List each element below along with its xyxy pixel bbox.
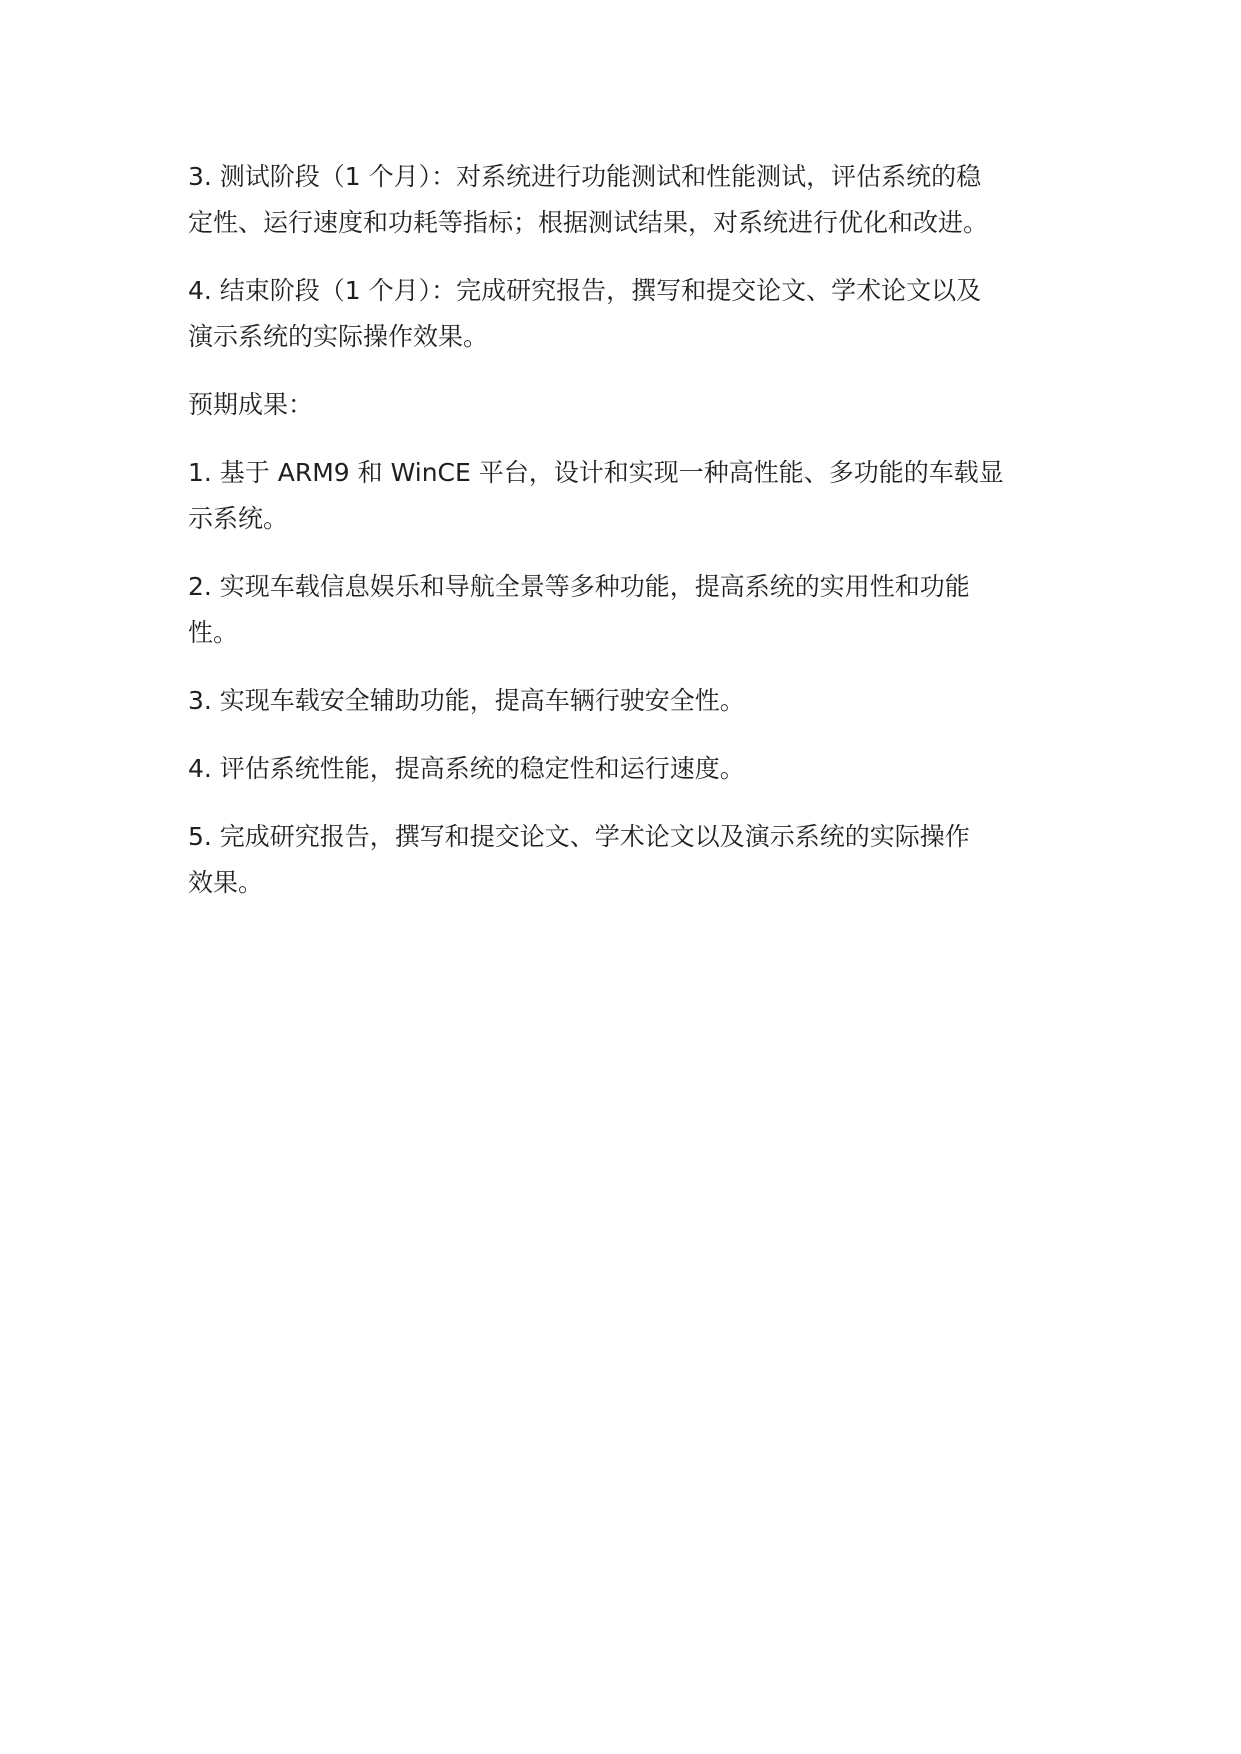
- paragraph-line: 性。: [188, 618, 239, 647]
- paragraph-line: 3. 实现车载安全辅助功能，提高车辆行驶安全性。: [188, 686, 745, 715]
- result-item-5: [188, 814, 1068, 906]
- paragraph-line: 效果。: [188, 868, 264, 897]
- result-item-1: [188, 450, 1068, 542]
- document-body: [188, 154, 1068, 928]
- result-item-2: [188, 564, 1068, 656]
- result-item-3: [188, 678, 1068, 724]
- section-heading-expected-results: [188, 382, 1068, 428]
- paragraph-test-phase: [188, 154, 1068, 246]
- paragraph-line: 示系统。: [188, 504, 289, 533]
- paragraph-line: 5. 完成研究报告，撰写和提交论文、学术论文以及演示系统的实际操作: [188, 822, 970, 851]
- paragraph-line: 1. 基于 ARM9 和 WinCE 平台，设计和实现一种高性能、多功能的车载显: [188, 458, 1004, 487]
- paragraph-line: 演示系统的实际操作效果。: [188, 322, 489, 351]
- result-item-4: [188, 746, 1068, 792]
- paragraph-line: 预期成果：: [188, 390, 314, 419]
- paragraph-line: 4. 评估系统性能，提高系统的稳定性和运行速度。: [188, 754, 745, 783]
- paragraph-end-phase: [188, 268, 1068, 360]
- paragraph-line: 4. 结束阶段（1 个月）：完成研究报告，撰写和提交论文、学术论文以及: [188, 276, 982, 305]
- paragraph-line: 2. 实现车载信息娱乐和导航全景等多种功能，提高系统的实用性和功能: [188, 572, 970, 601]
- paragraph-line: 3. 测试阶段（1 个月）：对系统进行功能测试和性能测试，评估系统的稳: [188, 162, 982, 191]
- paragraph-line: 定性、运行速度和功耗等指标；根据测试结果，对系统进行优化和改进。: [188, 208, 989, 237]
